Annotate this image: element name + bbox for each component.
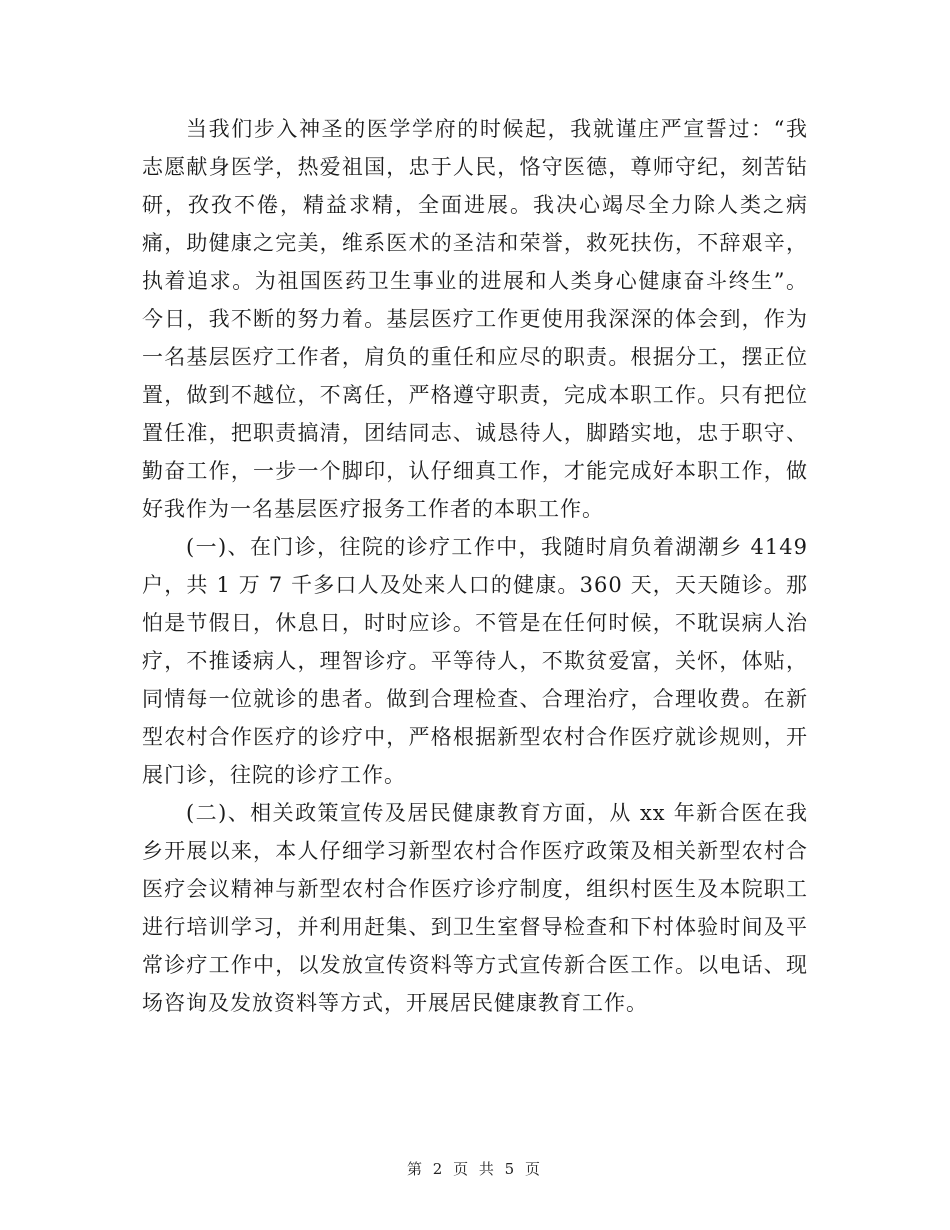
body-text	[142, 110, 808, 1022]
paragraph-policy-education: (二)、相关政策宣传及居民健康教育方面，从 xx 年新合医在我乡开展以来，本人仔细学习新型农村合作医疗政策及相关新型农村合医疗会议精神与新型农村合作医疗诊疗制度，组织村医生及本院职工进行培训学习，并利用赶集、到卫生室督导检查和下村体验时间及平常诊疗工作中，以发放宣传资料等方式宣传新合医工作。以电话、现场咨询及发放资料等方式，开展居民健康教育工作。	[142, 801, 808, 1015]
page-number-footer: 第 2 页 共 5 页	[407, 1160, 543, 1178]
paragraph-outpatient: (一)、在门诊，往院的诊疗工作中，我随时肩负着湖潮乡 4149 户，共 1 万 7 千多口人及处来人口的健康。360 天，天天随诊。那怕是节假日，休息日，时时应诊。不管是在任何时候，不耽误病人治疗，不推诿病人，理智诊疗。平等待人，不欺贫爱富，关怀，体贴，同情每一位就诊的患者。做到合理检查、合理治疗，合理收费。在新型农村合作医疗的诊疗中，严格根据新型农村合作医疗就诊规则，开展门诊，往院的诊疗工作。	[142, 535, 808, 787]
paragraph-oath: 当我们步入神圣的医学学府的时候起，我就谨庄严宣誓过：“我志愿献身医学，热爱祖国，忠于人民，恪守医德，尊师守纪，刻苦钻研，孜孜不倦，精益求精，全面进展。我决心竭尽全力除人类之病痛，助健康之完美，维系医术的圣洁和荣誉，救死扶伤，不辞艰辛，执着追求。为祖国医药卫生事业的进展和人类身心健康奋斗终生”。今日，我不断的努力着。基层医疗工作更使用我深深的体会到，作为一名基层医疗工作者，肩负的重任和应尽的职责。根据分工，摆正位置，做到不越位，不离任，严格遵守职责，完成本职工作。只有把位置任准，把职责搞清，团结同志、诚恳待人，脚踏实地，忠于职守、勤奋工作，一步一个脚印，认仔细真工作，才能完成好本职工作，做好我作为一名基层医疗报务工作者的本职工作。	[142, 117, 808, 521]
